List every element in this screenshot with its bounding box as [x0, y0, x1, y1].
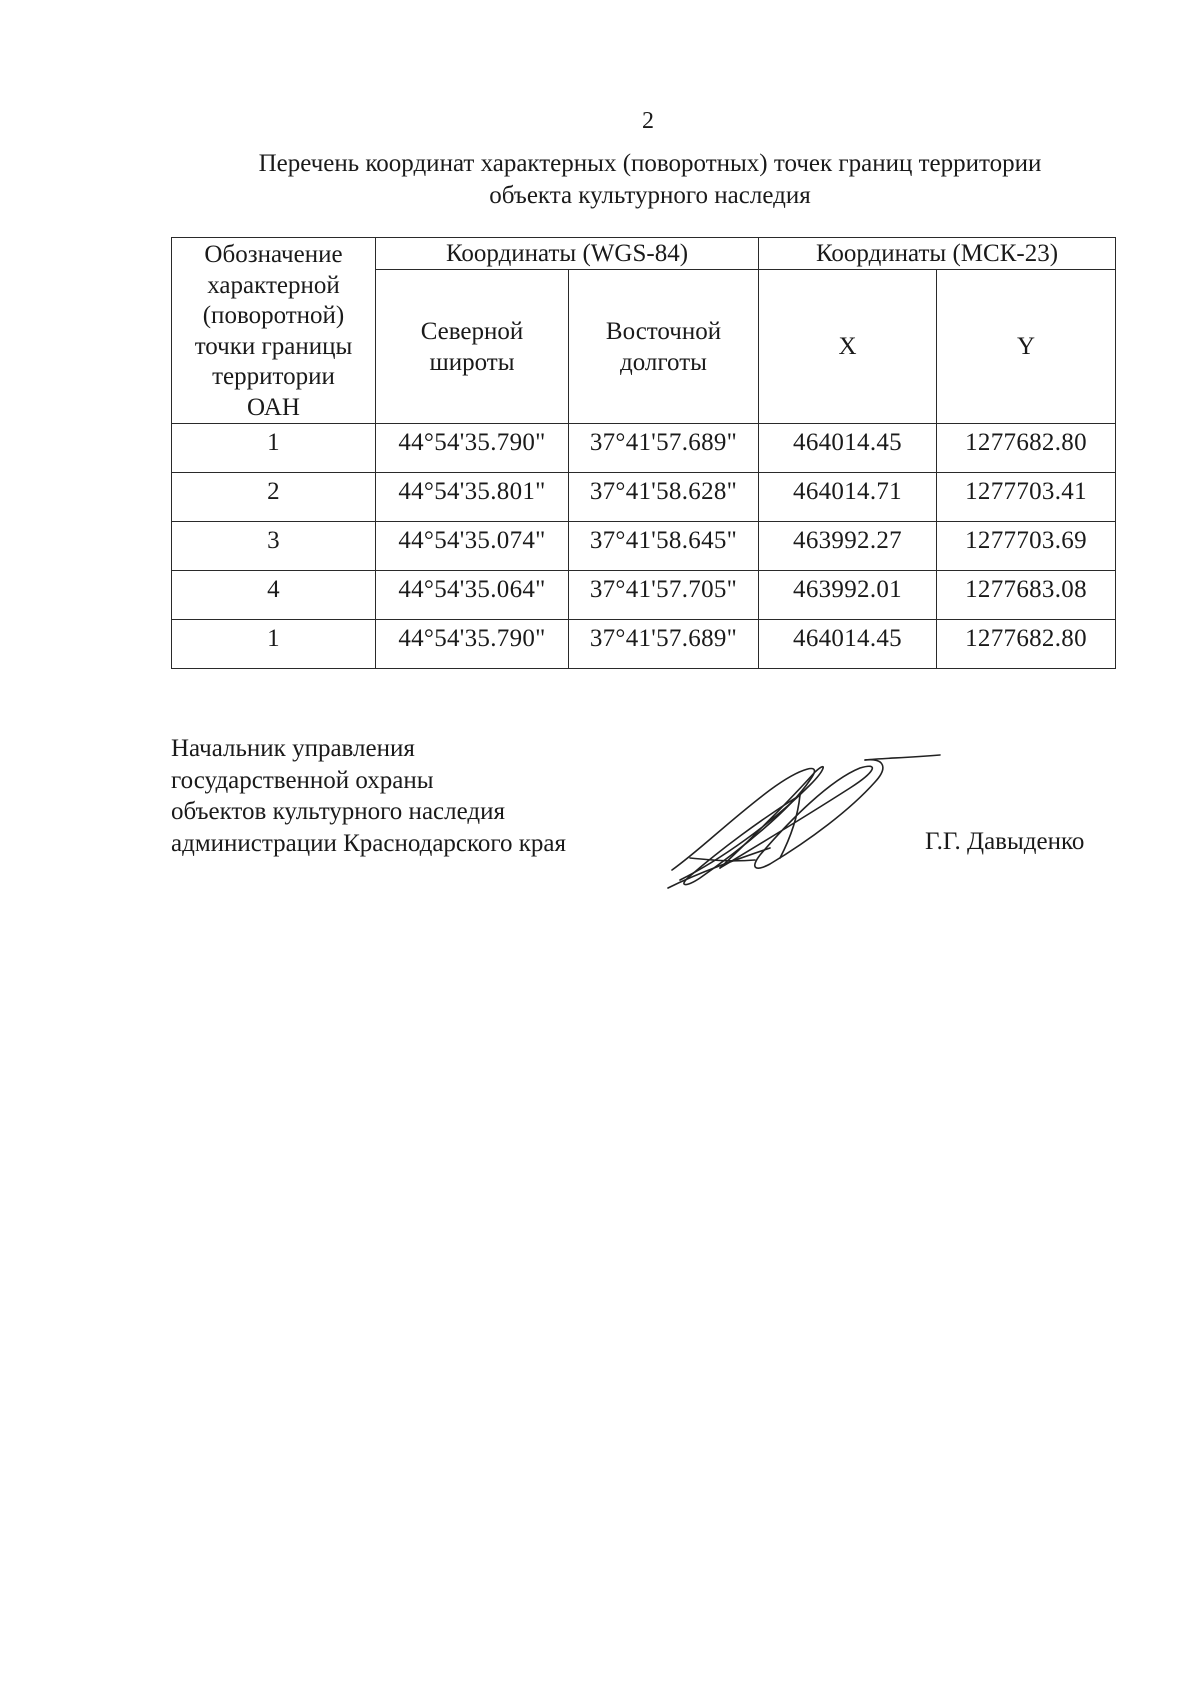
header-point-designation-line: ОАН [247, 393, 300, 421]
signer-name: Г.Г. Давыденко [925, 828, 1085, 855]
cell-x: 464014.71 [759, 473, 937, 522]
header-wgs84-group: Координаты (WGS-84) [376, 238, 759, 270]
header-y: Y [937, 270, 1116, 424]
signer-position-line: администрации Краснодарского края [171, 829, 567, 857]
cell-north: 44°54'35.790" [376, 424, 569, 473]
header-north-latitude-line: широты [429, 348, 515, 376]
cell-east: 37°41'58.628" [569, 473, 759, 522]
header-point-designation-line: (поворотной) [202, 302, 345, 329]
header-point-designation-line: Обозначение [204, 241, 343, 268]
document-title [170, 148, 1130, 212]
cell-x: 464014.45 [759, 424, 937, 473]
cell-y: 1277683.08 [937, 571, 1116, 620]
handwritten-signature [660, 740, 960, 900]
coordinates-table [171, 237, 1116, 669]
table-row [172, 522, 1116, 571]
header-north-latitude-line: Северной [420, 317, 524, 345]
header-x: X [759, 270, 937, 424]
cell-east: 37°41'57.689" [569, 620, 759, 669]
cell-y: 1277703.69 [937, 522, 1116, 571]
cell-x: 463992.27 [759, 522, 937, 571]
table-row [172, 571, 1116, 620]
cell-north: 44°54'35.790" [376, 620, 569, 669]
header-point-designation [172, 238, 376, 424]
cell-point: 2 [172, 473, 376, 522]
cell-y: 1277682.80 [937, 424, 1116, 473]
cell-x: 463992.01 [759, 571, 937, 620]
cell-east: 37°41'58.645" [569, 522, 759, 571]
cell-point: 4 [172, 571, 376, 620]
header-point-designation-line: точки границы [194, 332, 353, 360]
signer-position-line: объектов культурного наследия [171, 798, 505, 825]
header-point-designation-line: территории [212, 363, 335, 390]
cell-y: 1277703.41 [937, 473, 1116, 522]
header-north-latitude [376, 270, 569, 424]
cell-north: 44°54'35.064" [376, 571, 569, 620]
cell-east: 37°41'57.689" [569, 424, 759, 473]
signer-position-line: Начальник управления [171, 735, 415, 762]
table-row [172, 620, 1116, 669]
header-point-designation-line: характерной [207, 271, 340, 299]
cell-point: 3 [172, 522, 376, 571]
cell-north: 44°54'35.801" [376, 473, 569, 522]
signer-position [171, 733, 566, 859]
cell-point: 1 [172, 424, 376, 473]
signer-position-line: государственной охраны [171, 766, 434, 794]
header-msk23-group: Координаты (МСК-23) [759, 238, 1116, 270]
header-east-longitude [569, 270, 759, 424]
cell-north: 44°54'35.074" [376, 522, 569, 571]
document-title-line-1: Перечень координат характерных (поворотных) точек границ территории [258, 150, 1042, 177]
table-row [172, 424, 1116, 473]
cell-east: 37°41'57.705" [569, 571, 759, 620]
cell-point: 1 [172, 620, 376, 669]
table-row [172, 473, 1116, 522]
cell-x: 464014.45 [759, 620, 937, 669]
header-east-longitude-line: долготы [620, 348, 707, 376]
cell-y: 1277682.80 [937, 620, 1116, 669]
document-title-line-2: объекта культурного наследия [489, 182, 811, 209]
header-east-longitude-line: Восточной [605, 317, 722, 345]
page-number: 2 [642, 108, 654, 134]
